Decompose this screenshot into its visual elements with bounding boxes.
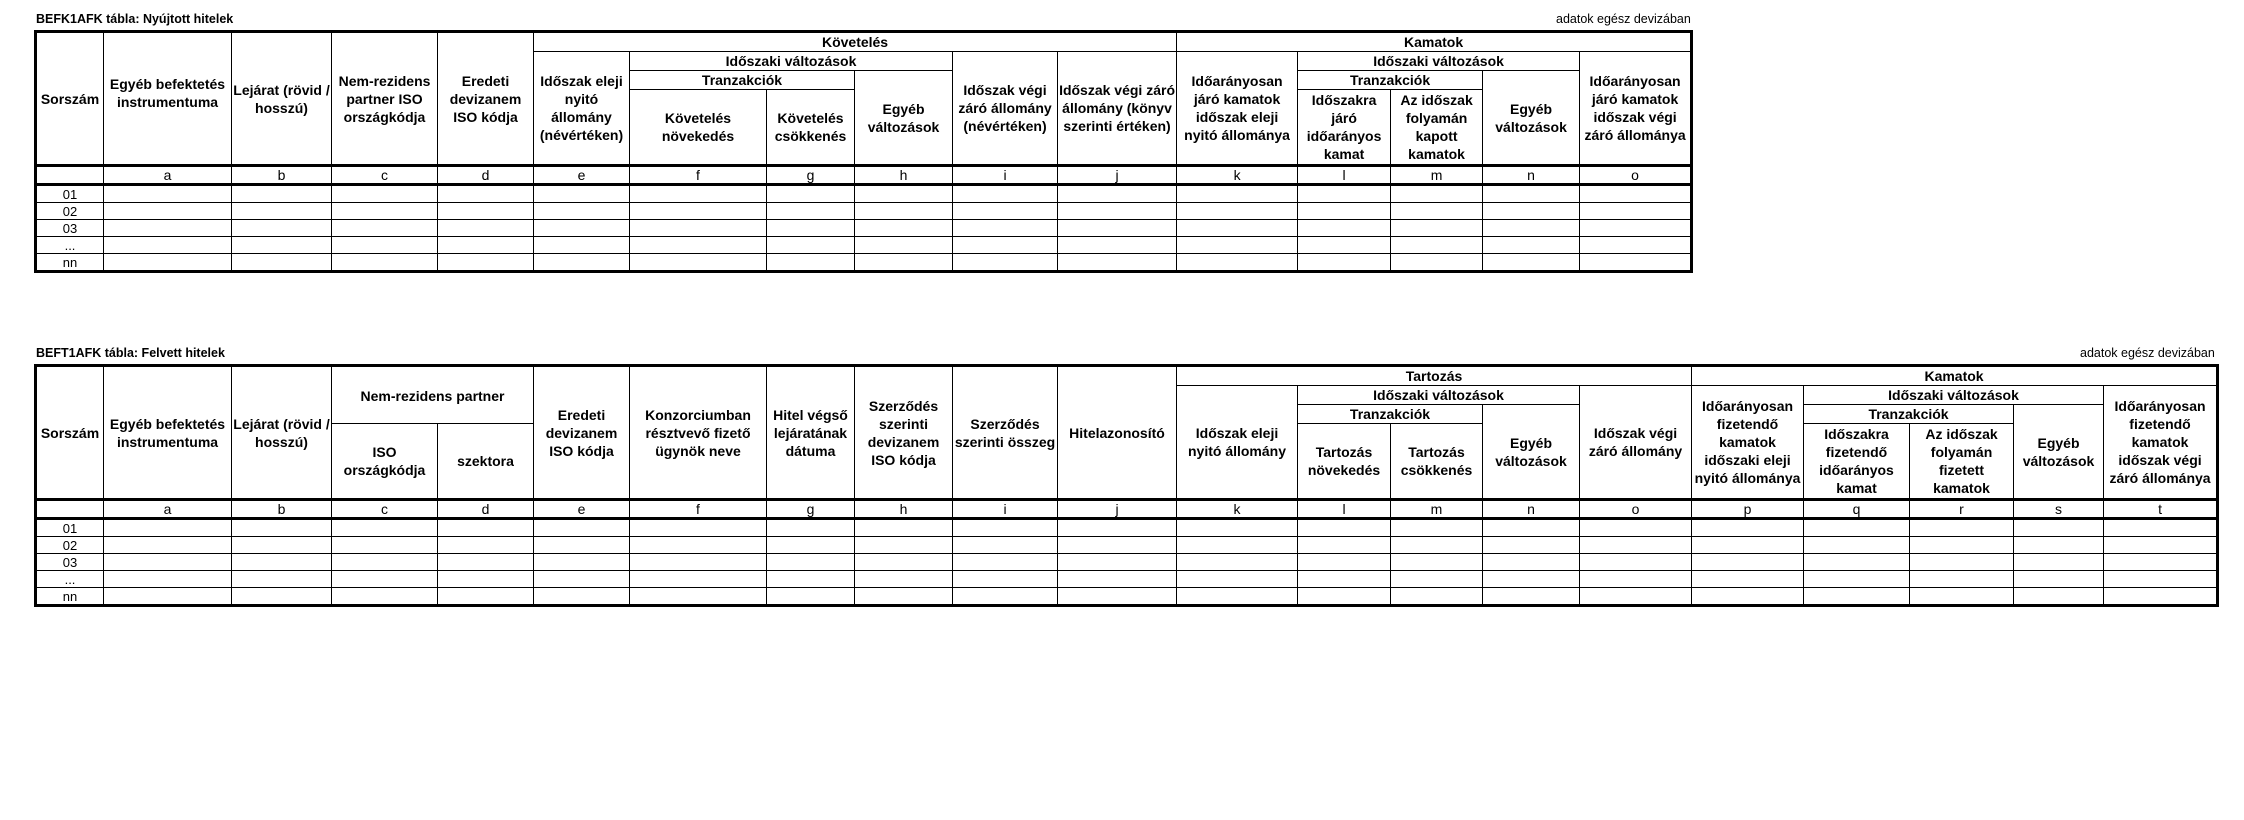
empty-cell xyxy=(232,220,332,237)
empty-cell xyxy=(1391,537,1483,554)
empty-cell xyxy=(1483,254,1580,272)
empty-cell xyxy=(1058,185,1177,203)
empty-cell xyxy=(1483,537,1580,554)
empty-cell xyxy=(767,537,855,554)
column-letter: o xyxy=(1580,166,1692,185)
header-hitelazonosito: Hitelazonosító xyxy=(1058,366,1177,500)
column-letter: l xyxy=(1298,500,1391,519)
header-kamat-tranzakciok: Tranzakciók xyxy=(1804,405,2014,424)
empty-cell xyxy=(1177,571,1298,588)
empty-cell xyxy=(1058,220,1177,237)
empty-cell xyxy=(534,220,630,237)
empty-cell xyxy=(438,571,534,588)
row-number: nn xyxy=(36,254,104,272)
table2-grid xyxy=(34,364,2219,607)
empty-cell xyxy=(1910,588,2014,606)
column-letter: k xyxy=(1177,166,1298,185)
header-tartozas-csokkenes: Tartozás csökkenés xyxy=(1391,424,1483,500)
empty-cell xyxy=(630,237,767,254)
empty-cell xyxy=(1058,203,1177,220)
empty-cell xyxy=(1483,554,1580,571)
empty-cell xyxy=(1910,537,2014,554)
empty-cell xyxy=(1804,537,1910,554)
empty-cell xyxy=(630,220,767,237)
table1-body xyxy=(36,185,1692,272)
table-row xyxy=(36,519,2218,537)
empty-cell xyxy=(1391,220,1483,237)
empty-cell xyxy=(1058,554,1177,571)
empty-cell xyxy=(534,588,630,606)
empty-cell xyxy=(332,220,438,237)
table1-grid xyxy=(34,30,1693,273)
empty-cell xyxy=(1692,519,1804,537)
empty-cell xyxy=(1580,588,1692,606)
empty-cell xyxy=(1580,519,1692,537)
column-letter: b xyxy=(232,500,332,519)
empty-cell xyxy=(767,203,855,220)
empty-cell xyxy=(953,254,1058,272)
empty-cell xyxy=(1483,571,1580,588)
empty-cell xyxy=(953,588,1058,606)
header-idoszak-vegi-konyv: Időszak végi záró állomány (könyv szerinti értéken) xyxy=(1058,52,1177,166)
empty-cell xyxy=(1298,588,1391,606)
header-koveteles-novekedes: Követelés növekedés xyxy=(630,90,767,166)
table-row xyxy=(36,237,1692,254)
empty-cell xyxy=(953,571,1058,588)
empty-cell xyxy=(1177,519,1298,537)
empty-cell xyxy=(1058,571,1177,588)
empty-cell xyxy=(767,237,855,254)
header-kamat-egyeb: Egyéb változások xyxy=(1483,71,1580,166)
empty-cell xyxy=(534,519,630,537)
header-idoszaki-valtozasok: Időszaki változások xyxy=(1298,386,1580,405)
empty-cell xyxy=(630,571,767,588)
column-letter: i xyxy=(953,500,1058,519)
empty-cell xyxy=(1177,203,1298,220)
header-tartozas-novekedes: Tartozás növekedés xyxy=(1298,424,1391,500)
empty-cell xyxy=(855,588,953,606)
empty-cell xyxy=(767,254,855,272)
table-row xyxy=(36,588,2218,606)
empty-cell xyxy=(1910,554,2014,571)
empty-cell xyxy=(855,537,953,554)
column-letter: l xyxy=(1298,166,1391,185)
header-idoaranyosan-nyito: Időarányosan járó kamatok időszak eleji nyitó állománya xyxy=(1177,52,1298,166)
header-kamat-tranzakciok: Tranzakciók xyxy=(1298,71,1483,90)
column-letter: c xyxy=(332,166,438,185)
column-letter: m xyxy=(1391,166,1483,185)
column-letter: s xyxy=(2014,500,2104,519)
empty-cell xyxy=(1058,588,1177,606)
empty-cell xyxy=(104,254,232,272)
empty-cell xyxy=(534,237,630,254)
empty-cell xyxy=(232,203,332,220)
empty-cell xyxy=(855,203,953,220)
empty-cell xyxy=(438,254,534,272)
header-fizetendo-zaro: Időarányosan fizetendő kamatok időszak végi záró állománya xyxy=(2104,386,2218,500)
table2-body xyxy=(36,519,2218,606)
empty-cell xyxy=(534,554,630,571)
empty-cell xyxy=(953,237,1058,254)
empty-cell xyxy=(953,220,1058,237)
empty-cell xyxy=(104,571,232,588)
empty-cell xyxy=(953,554,1058,571)
header-eredeti-devizanem: Eredeti devizanem ISO kódja xyxy=(438,32,534,166)
header-egyeb-valtozasok: Egyéb változások xyxy=(1483,405,1580,500)
empty-cell xyxy=(534,571,630,588)
column-letter: g xyxy=(767,166,855,185)
table-row xyxy=(36,185,1692,203)
column-letter: j xyxy=(1058,166,1177,185)
empty-cell xyxy=(630,254,767,272)
empty-cell xyxy=(332,554,438,571)
empty-cell xyxy=(1177,588,1298,606)
empty-cell xyxy=(1058,519,1177,537)
empty-cell xyxy=(1058,237,1177,254)
empty-cell xyxy=(953,185,1058,203)
row-number: ... xyxy=(36,237,104,254)
header-hitel-vegso: Hitel végső lejáratának dátuma xyxy=(767,366,855,500)
empty-cell xyxy=(855,519,953,537)
table-row xyxy=(36,254,1692,272)
column-letter: f xyxy=(630,500,767,519)
header-tranzakciok: Tranzakciók xyxy=(630,71,855,90)
table-row xyxy=(36,220,1692,237)
table1-unit-note: adatok egész devizában xyxy=(1556,12,1691,26)
empty-cell xyxy=(2014,537,2104,554)
empty-cell xyxy=(1058,537,1177,554)
empty-cell xyxy=(2104,571,2218,588)
column-letter: m xyxy=(1391,500,1483,519)
column-letter: n xyxy=(1483,500,1580,519)
column-letter: q xyxy=(1804,500,1910,519)
empty-cell xyxy=(1580,571,1692,588)
empty-cell xyxy=(534,185,630,203)
header-kamatok: Kamatok xyxy=(1692,366,2218,386)
column-letter xyxy=(36,500,104,519)
column-letter: k xyxy=(1177,500,1298,519)
empty-cell xyxy=(1804,519,1910,537)
header-tranzakciok: Tranzakciók xyxy=(1298,405,1483,424)
empty-cell xyxy=(1483,519,1580,537)
empty-cell xyxy=(232,254,332,272)
header-idoszak-vegi: Időszak végi záró állomány xyxy=(1580,386,1692,500)
empty-cell xyxy=(2014,571,2104,588)
empty-cell xyxy=(232,237,332,254)
empty-cell xyxy=(1692,554,1804,571)
header-szerzodes-osszeg: Szerződés szerinti összeg xyxy=(953,366,1058,500)
empty-cell xyxy=(1298,519,1391,537)
empty-cell xyxy=(1298,571,1391,588)
empty-cell xyxy=(1910,571,2014,588)
empty-cell xyxy=(104,220,232,237)
empty-cell xyxy=(232,185,332,203)
column-letter: h xyxy=(855,500,953,519)
empty-cell xyxy=(630,203,767,220)
empty-cell xyxy=(855,571,953,588)
header-fizetett-kamatok: Az időszak folyamán fizetett kamatok xyxy=(1910,424,2014,500)
empty-cell xyxy=(332,203,438,220)
empty-cell xyxy=(232,519,332,537)
header-idoszak-vegi-nevertek: Időszak végi záró állomány (névértéken) xyxy=(953,52,1058,166)
row-number: 03 xyxy=(36,220,104,237)
empty-cell xyxy=(630,554,767,571)
empty-cell xyxy=(438,185,534,203)
empty-cell xyxy=(953,203,1058,220)
empty-cell xyxy=(534,203,630,220)
empty-cell xyxy=(1483,588,1580,606)
header-idoszak-eleji: Időszak eleji nyitó állomány (névértéken) xyxy=(534,52,630,166)
empty-cell xyxy=(630,185,767,203)
empty-cell xyxy=(534,254,630,272)
empty-cell xyxy=(332,537,438,554)
empty-cell xyxy=(232,588,332,606)
row-number: 01 xyxy=(36,519,104,537)
header-egyeb-befektetes: Egyéb befektetés instrumentuma xyxy=(104,32,232,166)
empty-cell xyxy=(1391,519,1483,537)
empty-cell xyxy=(2014,519,2104,537)
header-szektora: szektora xyxy=(438,424,534,500)
empty-cell xyxy=(438,237,534,254)
header-kapott-kamatok: Az időszak folyamán kapott kamatok xyxy=(1391,90,1483,166)
empty-cell xyxy=(104,519,232,537)
header-egyeb-befektetes: Egyéb befektetés instrumentuma xyxy=(104,366,232,500)
empty-cell xyxy=(630,588,767,606)
empty-cell xyxy=(2014,554,2104,571)
empty-cell xyxy=(104,537,232,554)
table2-title: BEFT1AFK tábla: Felvett hitelek xyxy=(36,346,225,360)
empty-cell xyxy=(104,203,232,220)
header-egyeb-valtozasok: Egyéb változások xyxy=(855,71,953,166)
empty-cell xyxy=(1391,203,1483,220)
empty-cell xyxy=(1391,554,1483,571)
empty-cell xyxy=(1177,554,1298,571)
empty-cell xyxy=(2104,554,2218,571)
header-eredeti-devizanem: Eredeti devizanem ISO kódja xyxy=(534,366,630,500)
empty-cell xyxy=(1910,519,2014,537)
empty-cell xyxy=(438,537,534,554)
empty-cell xyxy=(438,220,534,237)
empty-cell xyxy=(1580,220,1692,237)
empty-cell xyxy=(2104,519,2218,537)
empty-cell xyxy=(630,519,767,537)
empty-cell xyxy=(1580,554,1692,571)
empty-cell xyxy=(1177,537,1298,554)
empty-cell xyxy=(953,519,1058,537)
empty-cell xyxy=(767,185,855,203)
empty-cell xyxy=(232,537,332,554)
header-kamat-idoszaki-valtozasok: Időszaki változások xyxy=(1298,52,1580,71)
empty-cell xyxy=(767,554,855,571)
header-nem-rezidens-partner: Nem-rezidens partner xyxy=(332,366,534,424)
empty-cell xyxy=(1692,571,1804,588)
column-letter: f xyxy=(630,166,767,185)
row-number: 02 xyxy=(36,203,104,220)
empty-cell xyxy=(1391,254,1483,272)
column-letter: g xyxy=(767,500,855,519)
column-letter: r xyxy=(1910,500,2014,519)
empty-cell xyxy=(1580,185,1692,203)
empty-cell xyxy=(767,220,855,237)
empty-cell xyxy=(767,519,855,537)
empty-cell xyxy=(332,588,438,606)
empty-cell xyxy=(232,571,332,588)
column-letter: h xyxy=(855,166,953,185)
table2-unit-note: adatok egész devizában xyxy=(2080,346,2215,360)
empty-cell xyxy=(855,220,953,237)
header-iso-orszagkodja: ISO országkódja xyxy=(332,424,438,500)
empty-cell xyxy=(1483,237,1580,254)
empty-cell xyxy=(1298,185,1391,203)
empty-cell xyxy=(1483,203,1580,220)
empty-cell xyxy=(438,519,534,537)
empty-cell xyxy=(104,185,232,203)
column-letter: n xyxy=(1483,166,1580,185)
empty-cell xyxy=(104,554,232,571)
empty-cell xyxy=(1580,203,1692,220)
column-letter: o xyxy=(1580,500,1692,519)
header-idoszaki-valtozasok: Időszaki változások xyxy=(630,52,953,71)
row-number: nn xyxy=(36,588,104,606)
empty-cell xyxy=(438,203,534,220)
empty-cell xyxy=(1804,588,1910,606)
empty-cell xyxy=(855,185,953,203)
header-idoszakra-fizetendo: Időszakra fizetendő időarányos kamat xyxy=(1804,424,1910,500)
header-idoszakra-jaro: Időszakra járó időarányos kamat xyxy=(1298,90,1391,166)
empty-cell xyxy=(1483,220,1580,237)
empty-cell xyxy=(1391,571,1483,588)
column-letter: i xyxy=(953,166,1058,185)
empty-cell xyxy=(1692,537,1804,554)
empty-cell xyxy=(630,537,767,554)
table-row xyxy=(36,537,2218,554)
table-row xyxy=(36,571,2218,588)
empty-cell xyxy=(1177,220,1298,237)
header-fizetendo-nyito: Időarányosan fizetendő kamatok időszaki eleji nyitó állománya xyxy=(1692,386,1804,500)
header-lejarat: Lejárat (rövid / hosszú) xyxy=(232,366,332,500)
header-kamatok: Kamatok xyxy=(1177,32,1692,52)
header-koveteles-csokkenes: Követelés csökkenés xyxy=(767,90,855,166)
empty-cell xyxy=(104,588,232,606)
empty-cell xyxy=(232,554,332,571)
column-letter: c xyxy=(332,500,438,519)
header-konzorcium: Konzorciumban résztvevő fizető ügynök neve xyxy=(630,366,767,500)
header-kamat-egyeb: Egyéb változások xyxy=(2014,405,2104,500)
header-idoszak-eleji: Időszak eleji nyitó állomány xyxy=(1177,386,1298,500)
empty-cell xyxy=(1580,237,1692,254)
empty-cell xyxy=(332,571,438,588)
column-letter: e xyxy=(534,500,630,519)
empty-cell xyxy=(1177,237,1298,254)
empty-cell xyxy=(2104,537,2218,554)
table1-title: BEFK1AFK tábla: Nyújtott hitelek xyxy=(36,12,234,26)
empty-cell xyxy=(1580,254,1692,272)
empty-cell xyxy=(1058,254,1177,272)
empty-cell xyxy=(1298,203,1391,220)
empty-cell xyxy=(855,254,953,272)
column-letter: e xyxy=(534,166,630,185)
empty-cell xyxy=(953,537,1058,554)
empty-cell xyxy=(2104,588,2218,606)
row-number: 03 xyxy=(36,554,104,571)
row-number: 02 xyxy=(36,537,104,554)
empty-cell xyxy=(332,237,438,254)
empty-cell xyxy=(1298,537,1391,554)
column-letter: j xyxy=(1058,500,1177,519)
column-letter: d xyxy=(438,500,534,519)
empty-cell xyxy=(438,554,534,571)
column-letter-row xyxy=(36,500,2218,519)
empty-cell xyxy=(1804,554,1910,571)
column-letter: a xyxy=(104,500,232,519)
empty-cell xyxy=(1298,237,1391,254)
column-letter: p xyxy=(1692,500,1804,519)
empty-cell xyxy=(1298,254,1391,272)
empty-cell xyxy=(1692,588,1804,606)
empty-cell xyxy=(1391,588,1483,606)
empty-cell xyxy=(104,237,232,254)
empty-cell xyxy=(767,571,855,588)
empty-cell xyxy=(1177,254,1298,272)
header-sorszam: Sorszám xyxy=(36,366,104,500)
empty-cell xyxy=(332,185,438,203)
row-number: ... xyxy=(36,571,104,588)
empty-cell xyxy=(1391,185,1483,203)
table-row xyxy=(36,554,2218,571)
empty-cell xyxy=(1298,554,1391,571)
header-koveteles: Követelés xyxy=(534,32,1177,52)
empty-cell xyxy=(2014,588,2104,606)
row-number: 01 xyxy=(36,185,104,203)
empty-cell xyxy=(767,588,855,606)
column-letter-row xyxy=(36,166,1692,185)
column-letter: b xyxy=(232,166,332,185)
column-letter xyxy=(36,166,104,185)
header-idoaranyosan-zaro: Időarányosan járó kamatok időszak végi záró állománya xyxy=(1580,52,1692,166)
empty-cell xyxy=(855,237,953,254)
column-letter: d xyxy=(438,166,534,185)
header-nem-rezidens: Nem-rezidens partner ISO országkódja xyxy=(332,32,438,166)
empty-cell xyxy=(332,519,438,537)
empty-cell xyxy=(534,537,630,554)
empty-cell xyxy=(1580,537,1692,554)
empty-cell xyxy=(1804,571,1910,588)
empty-cell xyxy=(1391,237,1483,254)
empty-cell xyxy=(1177,185,1298,203)
header-szerzodes-deviza: Szerződés szerinti devizanem ISO kódja xyxy=(855,366,953,500)
empty-cell xyxy=(1483,185,1580,203)
empty-cell xyxy=(855,554,953,571)
empty-cell xyxy=(1298,220,1391,237)
empty-cell xyxy=(438,588,534,606)
table-row xyxy=(36,203,1692,220)
empty-cell xyxy=(332,254,438,272)
header-lejarat: Lejárat (rövid / hosszú) xyxy=(232,32,332,166)
header-kamat-idoszaki-valtozasok: Időszaki változások xyxy=(1804,386,2104,405)
column-letter: t xyxy=(2104,500,2218,519)
column-letter: a xyxy=(104,166,232,185)
header-tartozas: Tartozás xyxy=(1177,366,1692,386)
header-sorszam: Sorszám xyxy=(36,32,104,166)
